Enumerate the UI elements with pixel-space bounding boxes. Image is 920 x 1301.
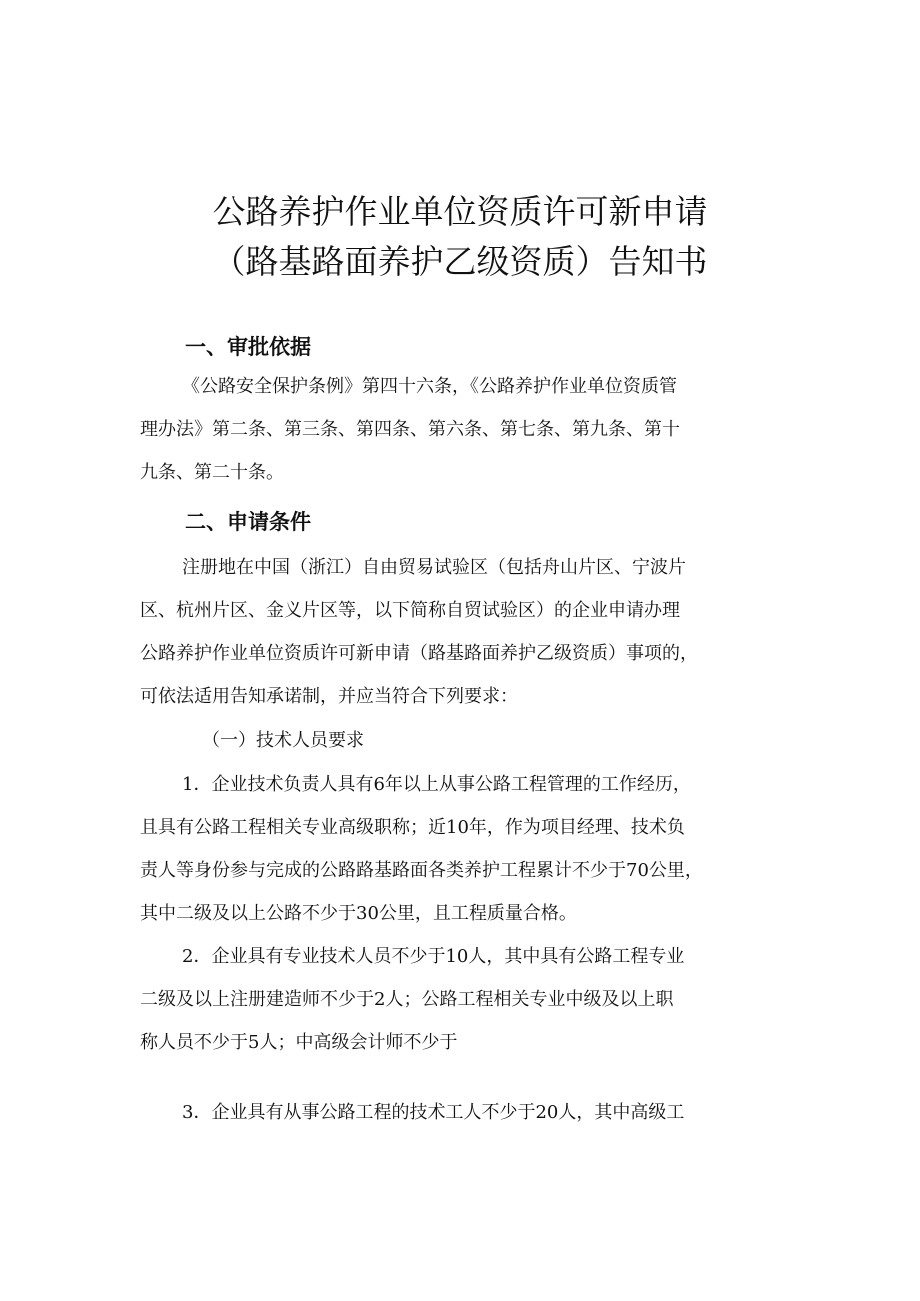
- text-line: 公路养护作业单位资质许可新申请（路基路面养护乙级资质）事项的，: [140, 643, 698, 664]
- text-line: 称人员不少于5人；中高级会计师不少于: [140, 1032, 458, 1053]
- text-line: 且具有公路工程相关专业高级职称；近10年，作为项目经理、技术负: [140, 817, 685, 838]
- list-item-1: [140, 763, 800, 935]
- text-line: 理办法》第二条、第三条、第四条、第六条、第七条、第九条、第十: [140, 419, 680, 440]
- text-line: 九条、第二十条。: [140, 462, 284, 483]
- text-line: 《公路安全保护条例》第四十六条，《公路养护作业单位资质管: [182, 376, 677, 397]
- section-heading-conditions: 二、申请条件: [185, 510, 311, 534]
- text-line: （一）技术人员要求: [202, 730, 364, 751]
- list-item-2: [140, 935, 800, 1064]
- text-line: 2．企业具有专业技术人员不少于10人，其中具有公路工程专业: [182, 946, 685, 967]
- text-line: 注册地在中国（浙江）自由贸易试验区（包括舟山片区、宁波片: [182, 557, 686, 578]
- text-line: 其中二级及以上公路不少于30公里，且工程质量合格。: [140, 903, 577, 924]
- subsection-heading-technical-staff: [140, 719, 800, 762]
- text-line: 3．企业具有从事公路工程的技术工人不少于20人，其中高级工: [182, 1102, 685, 1123]
- paragraph-basis: [140, 365, 800, 494]
- document-title-line1: 公路养护作业单位资质许可新申请: [212, 192, 708, 231]
- text-line: 1．企业技术负责人具有6年以上从事公路工程管理的工作经历，: [182, 774, 691, 795]
- paragraph-conditions-intro: [140, 546, 800, 718]
- text-line: 二级及以上注册建造师不少于2人；公路工程相关专业中级及以上职: [140, 989, 674, 1010]
- section-heading-basis: 一、审批依据: [185, 335, 311, 359]
- document-title-line2: （路基路面养护乙级资质）告知书: [212, 242, 708, 281]
- list-item-3: [140, 1091, 800, 1134]
- text-line: 责人等身份参与完成的公路路基路面各类养护工程累计不少于70公里，: [140, 860, 703, 881]
- text-line: 可依法适用告知承诺制，并应当符合下列要求：: [140, 686, 518, 707]
- text-line: 区、杭州片区、金义片区等，以下简称自贸试验区）的企业申请办理: [140, 600, 680, 621]
